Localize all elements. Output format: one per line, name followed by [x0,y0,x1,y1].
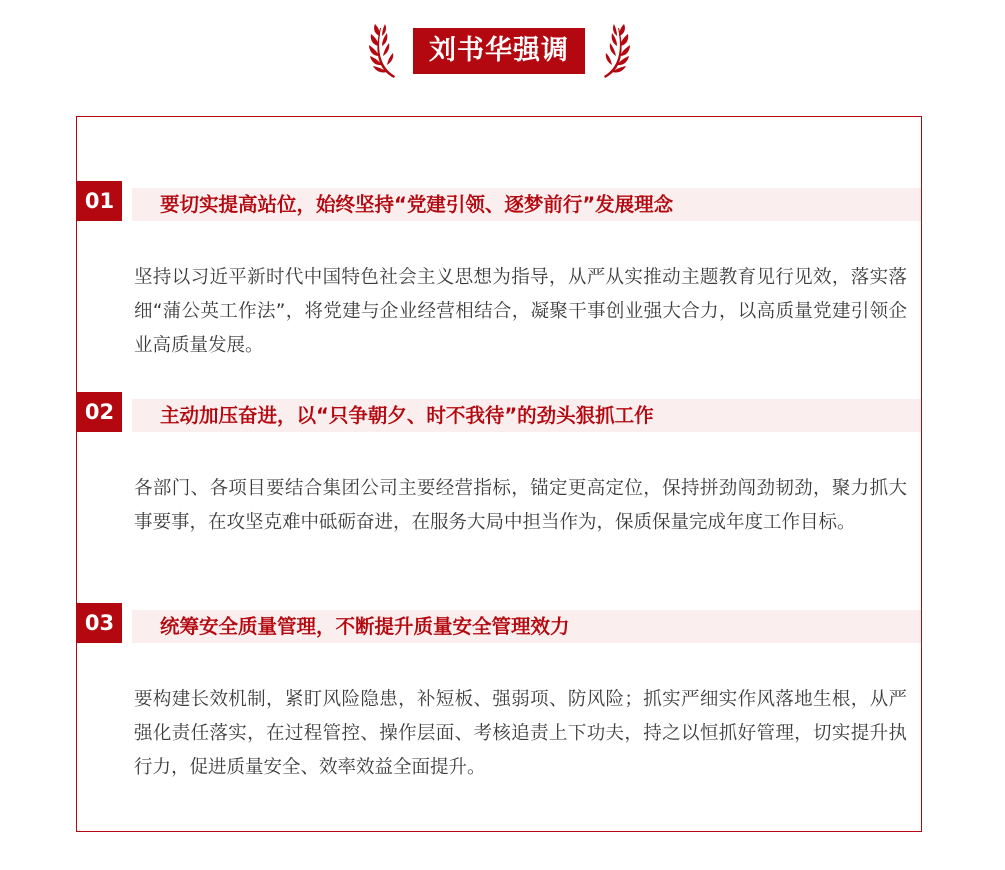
section-number-badge: 01 [77,181,122,221]
laurel-branch-icon [597,22,631,80]
content-card [76,116,922,832]
section-body-text: 要构建长效机制，紧盯风险隐患，补短板、强弱项、防风险；抓实严细实作风落地生根，从严强化责任落实，在过程管控、操作层面、考核追责上下功夫，持之以恒抓好管理，切实提升执行力，促进质量安全、效率效益全面提升。 [134,689,907,778]
section-heading: 要切实提高站位，始终坚持“党建引领、逐梦前行”发展理念 [160,193,674,216]
section-number-badge: 03 [77,603,122,643]
header [0,22,1005,82]
page-title: 刘书华强调 [413,28,585,74]
section-header [77,392,921,432]
section-header [77,603,921,643]
section-body-text: 坚持以习近平新时代中国特色社会主义思想为指导，从严从实推动主题教育见行见效，落实落细“蒲公英工作法”，将党建与企业经营相结合，凝聚干事创业强大合力，以高质量党建引领企业高质量发展。 [134,267,907,356]
section-heading: 统筹安全质量管理，不断提升质量安全管理效力 [160,615,570,638]
section-header [77,181,921,221]
section-heading: 主动加压奋进，以“只争朝夕、时不我待”的劲头狠抓工作 [160,404,654,427]
laurel-branch-icon [368,22,402,80]
section-body-text: 各部门、各项目要结合集团公司主要经营指标，锚定更高定位，保持拼劲闯劲韧劲，聚力抓大事要事，在攻坚克难中砥砺奋进，在服务大局中担当作为，保质保量完成年度工作目标。 [134,478,907,533]
section-number-badge: 02 [77,392,122,432]
